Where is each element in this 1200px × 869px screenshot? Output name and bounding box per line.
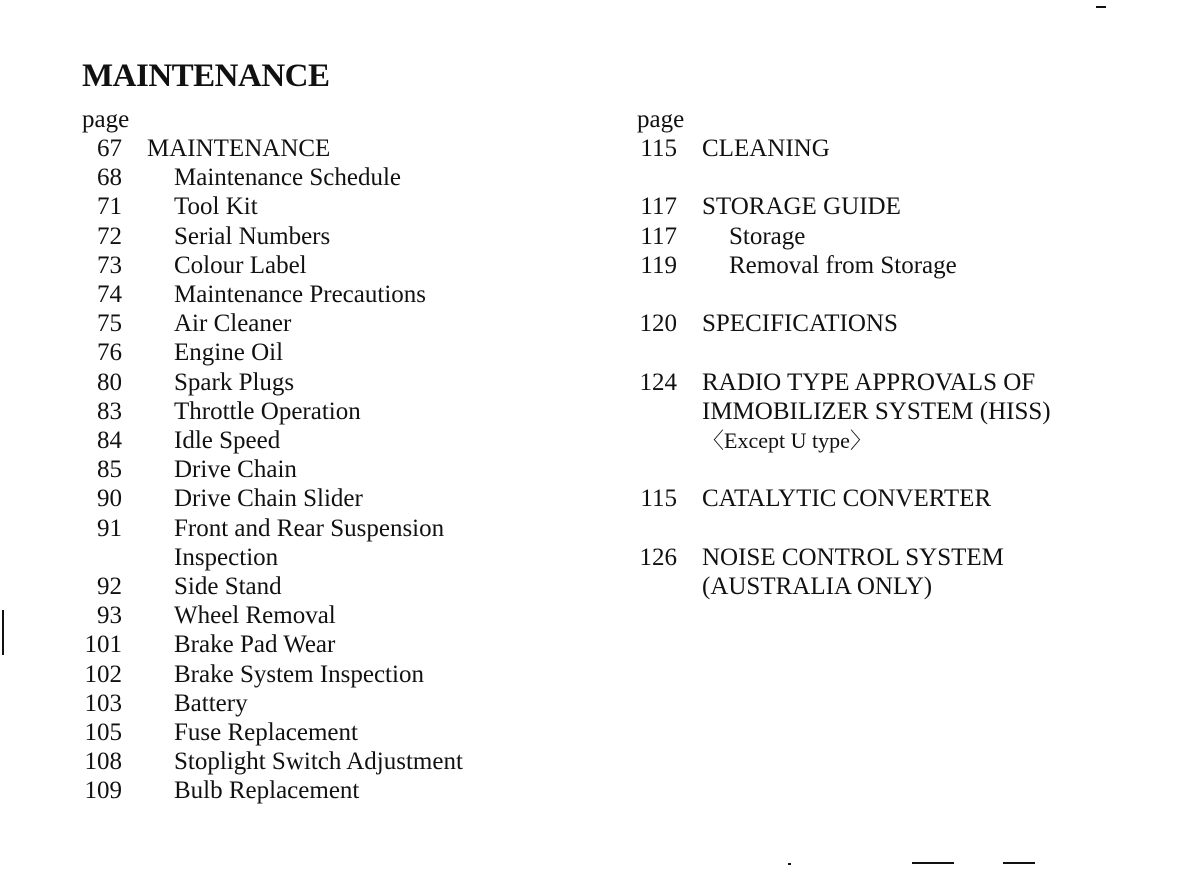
toc-page-number: 72 <box>97 222 122 250</box>
toc-entry-label: Maintenance Precautions <box>174 281 426 309</box>
toc-entry-label: SPECIFICATIONS <box>702 310 898 338</box>
toc-page-number: 75 <box>97 310 122 338</box>
toc-entry-label: Spark Plugs <box>174 368 295 396</box>
toc-entry-label: Side Stand <box>174 573 282 601</box>
toc-entry <box>82 484 582 513</box>
toc-entry <box>82 280 582 309</box>
toc-entry-label: Maintenance Schedule <box>174 164 401 192</box>
toc-entry <box>82 192 582 221</box>
toc-entry-label: Brake Pad Wear <box>174 631 336 659</box>
page-title: MAINTENANCE <box>82 58 330 94</box>
toc-entry <box>637 222 1157 251</box>
toc-spacer <box>637 514 1157 543</box>
toc-entry-label: Bulb Replacement <box>174 777 360 805</box>
toc-page-number: 108 <box>84 748 122 776</box>
toc-entry <box>82 338 582 367</box>
toc-page-number: 93 <box>97 602 122 630</box>
toc-entry-label: Front and Rear Suspension <box>174 514 445 542</box>
toc-entry-label: Engine Oil <box>174 339 284 367</box>
toc-page-number: 67 <box>97 135 122 162</box>
toc-page-number: 105 <box>84 719 122 747</box>
toc-entry-label: Inspection <box>174 543 279 571</box>
toc-page-number: 85 <box>97 456 122 484</box>
toc-entry <box>82 251 582 280</box>
toc-entry-label: Drive Chain <box>174 456 297 484</box>
toc-page-number: 115 <box>640 485 677 513</box>
toc-entry <box>82 776 582 805</box>
toc-entry <box>82 309 582 338</box>
toc-page-number: 120 <box>639 310 677 338</box>
toc-entry-label: Colour Label <box>174 251 307 279</box>
scan-edge-mark <box>2 610 4 655</box>
toc-entry <box>82 543 582 572</box>
toc-entry-label: Air Cleaner <box>174 310 292 338</box>
toc-entry <box>637 572 1157 601</box>
toc-entry <box>637 134 1157 163</box>
toc-entry <box>82 689 582 718</box>
toc-page-number: 117 <box>640 222 677 250</box>
toc-page-number: 68 <box>97 164 122 192</box>
toc-entry <box>637 397 1157 426</box>
toc-entry-label: Wheel Removal <box>174 602 336 630</box>
toc-entry <box>82 718 582 747</box>
toc-entry <box>637 309 1157 338</box>
toc-entry <box>637 368 1157 397</box>
toc-entry <box>637 426 1157 455</box>
toc-page-number: 73 <box>97 251 122 279</box>
toc-entry <box>82 426 582 455</box>
toc-entry-label: (AUSTRALIA ONLY) <box>702 572 933 600</box>
toc-page-number: 74 <box>97 281 122 309</box>
toc-entry-label: Serial Numbers <box>174 222 331 250</box>
toc-entry <box>82 455 582 484</box>
toc-spacer <box>637 338 1157 367</box>
toc-entry-label: RADIO TYPE APPROVALS OF <box>702 368 1036 396</box>
toc-page-number: 91 <box>97 514 122 542</box>
page-column-header: page <box>637 106 685 133</box>
toc-entry <box>82 368 582 397</box>
toc-entry-label: STORAGE GUIDE <box>702 193 901 221</box>
toc-entry <box>82 222 582 251</box>
toc-entry <box>82 747 582 776</box>
toc-entry <box>82 514 582 543</box>
toc-spacer <box>637 280 1157 309</box>
toc-spacer <box>637 455 1157 484</box>
toc-entry <box>82 660 582 689</box>
toc-entry-label: Stoplight Switch Adjustment <box>174 748 463 776</box>
toc-entry-label: Brake System Inspection <box>174 660 424 688</box>
toc-entry-label: IMMOBILIZER SYSTEM (HISS) <box>702 397 1051 425</box>
toc-entry <box>82 163 582 192</box>
toc-entry-label: 〈Except U type〉 <box>702 427 872 453</box>
toc-page-number: 117 <box>640 193 677 221</box>
toc-page-number: 126 <box>639 543 677 571</box>
scan-edge-mark <box>788 863 791 865</box>
toc-page-number: 71 <box>97 193 122 221</box>
toc-entry <box>82 601 582 630</box>
toc-page-number: 83 <box>97 397 122 425</box>
toc-page-number: 124 <box>639 368 677 396</box>
toc-entry-label: Battery <box>174 689 248 717</box>
toc-entry <box>82 630 582 659</box>
toc-page-number: 90 <box>97 485 122 513</box>
toc-entry-label: Idle Speed <box>174 427 281 455</box>
toc-right-column <box>637 105 1157 601</box>
toc-page-number: 102 <box>84 660 122 688</box>
toc-page-number: 92 <box>97 573 122 601</box>
scan-edge-mark <box>1003 862 1035 864</box>
toc-entry-label: MAINTENANCE <box>147 135 331 162</box>
page-column-header: page <box>82 106 130 133</box>
toc-left-list <box>82 134 582 806</box>
toc-entry-label: CATALYTIC CONVERTER <box>702 485 992 513</box>
toc-entry-label: Fuse Replacement <box>174 719 358 747</box>
toc-entry-label: Storage <box>729 222 806 250</box>
toc-entry <box>82 397 582 426</box>
toc-entry-label: Removal from Storage <box>729 251 957 279</box>
toc-page-number: 103 <box>84 689 122 717</box>
toc-entry <box>637 543 1157 572</box>
toc-entry <box>637 251 1157 280</box>
toc-entry-label: CLEANING <box>702 135 830 162</box>
toc-right-list <box>637 134 1157 601</box>
scan-edge-mark <box>912 862 954 864</box>
toc-page-number: 109 <box>84 777 122 805</box>
toc-spacer <box>637 163 1157 192</box>
toc-entry-label: Tool Kit <box>174 193 258 221</box>
scan-edge-mark <box>1096 6 1106 8</box>
toc-entry-label: NOISE CONTROL SYSTEM <box>702 543 1004 571</box>
toc-page-number: 84 <box>97 427 122 455</box>
toc-page-number: 101 <box>84 631 122 659</box>
toc-page-number: 119 <box>640 251 677 279</box>
toc-left-column <box>82 105 582 806</box>
toc-entry <box>82 572 582 601</box>
toc-entry <box>82 134 582 163</box>
toc-page-number: 115 <box>640 135 677 162</box>
toc-entry <box>637 192 1157 221</box>
toc-entry-label: Throttle Operation <box>174 397 361 425</box>
toc-page-number: 80 <box>97 368 122 396</box>
toc-entry <box>637 484 1157 513</box>
toc-entry-label: Drive Chain Slider <box>174 485 363 513</box>
toc-page-number: 76 <box>97 339 122 367</box>
